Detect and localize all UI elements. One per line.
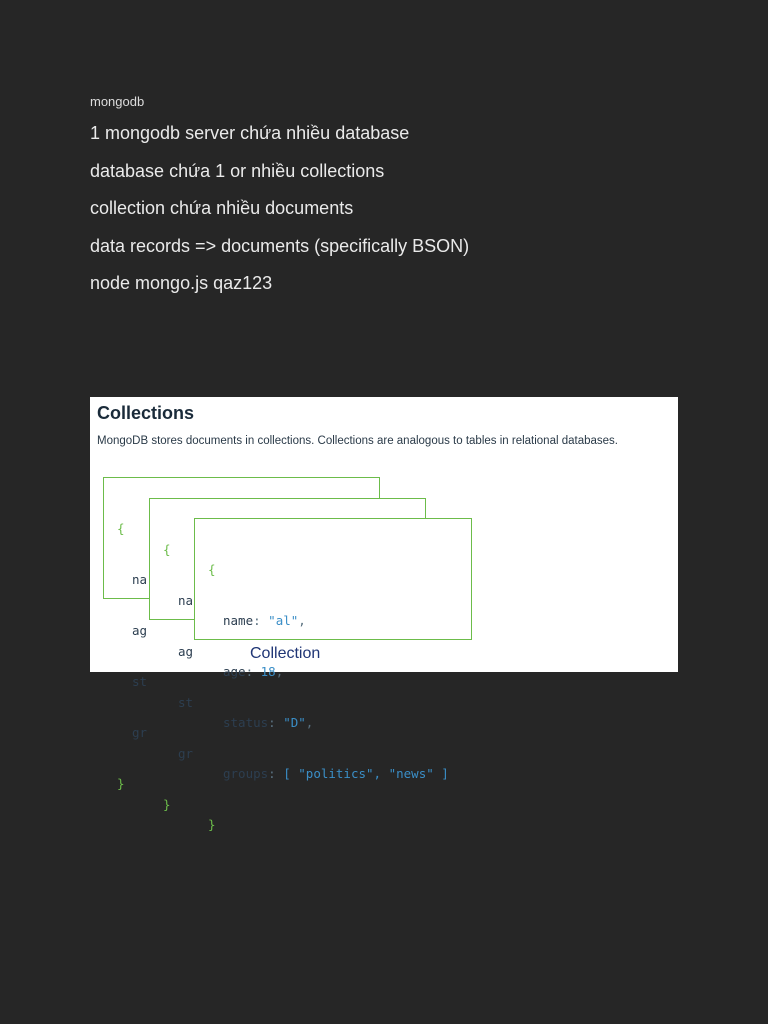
figure-description: MongoDB stores documents in collections. Collections are analogous to tables in relational databases.: [97, 435, 618, 447]
doc-key: na: [178, 593, 194, 608]
field-groups: groups: [ "politics", "news" ]: [223, 766, 449, 781]
field-value: "politics": [298, 766, 374, 781]
open-brace: {: [163, 542, 171, 557]
note-line: collection chứa nhiều documents: [90, 198, 354, 219]
field-name: name: "al",: [223, 613, 306, 628]
doc-key: ag: [178, 644, 194, 659]
doc-key: st: [132, 674, 148, 689]
close-brace: }: [163, 797, 171, 812]
field-value: "al": [268, 613, 299, 628]
array-open: [: [283, 766, 291, 781]
figure-heading: Collections: [97, 403, 195, 423]
close-brace: }: [117, 776, 125, 791]
field-status: status: "D",: [223, 715, 314, 730]
field-key: name: [223, 613, 254, 628]
field-value: "D": [283, 715, 306, 730]
doc-key: gr: [178, 746, 194, 761]
note-line: database chứa 1 or nhiều collections: [90, 160, 385, 181]
doc-key: ag: [132, 623, 148, 638]
field-key: status: [223, 715, 269, 730]
note-line: 1 mongodb server chứa nhiều database: [90, 123, 410, 143]
open-brace: {: [117, 521, 125, 536]
field-key: age: [223, 664, 246, 679]
array-close: ]: [441, 766, 449, 781]
open-brace: {: [208, 562, 216, 577]
close-brace: }: [208, 817, 216, 832]
field-value: 18: [260, 664, 276, 679]
doc-key: st: [178, 695, 194, 710]
field-key: groups: [223, 766, 269, 781]
note-line: node mongo.js qaz123: [90, 273, 273, 294]
field-age: age: 18,: [223, 664, 284, 679]
doc-key: gr: [132, 725, 148, 740]
field-value: "news": [388, 766, 434, 781]
note-title: mongodb: [90, 94, 145, 109]
figure-caption: Collection: [250, 645, 321, 662]
note-content: [90, 93, 690, 311]
doc-key: na: [132, 572, 148, 587]
note-line: data records => documents (specifically BSON): [90, 235, 470, 256]
collections-figure: [90, 397, 678, 832]
